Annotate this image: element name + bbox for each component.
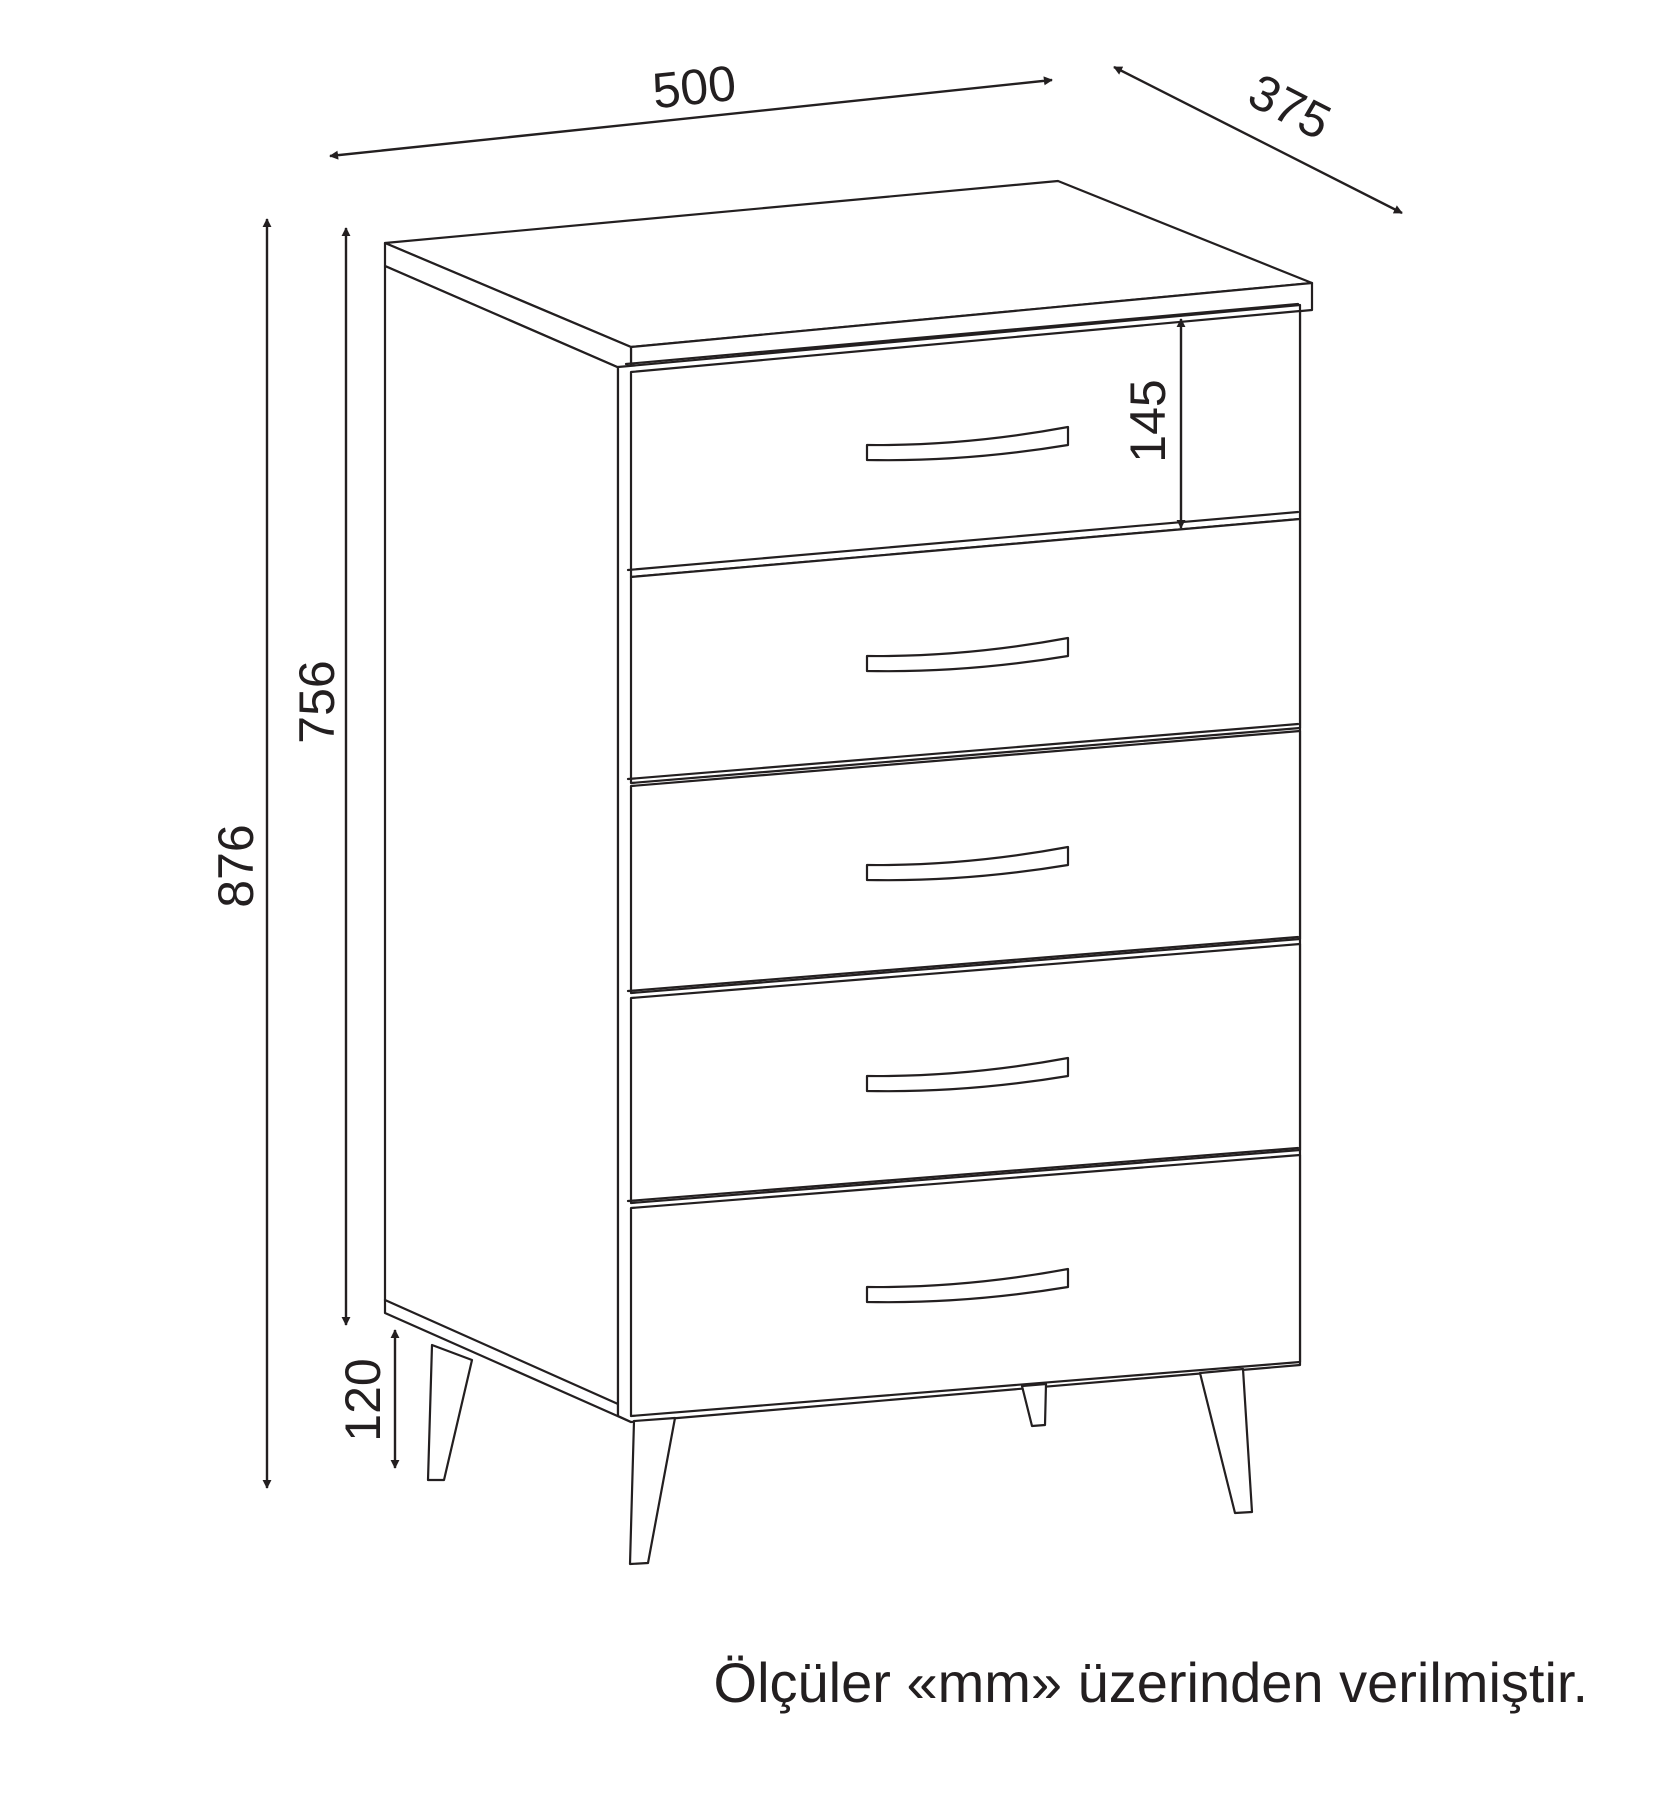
leg-height-label: 120 — [335, 1358, 391, 1442]
depth-label: 375 — [1239, 62, 1340, 151]
dimension-depth — [1114, 63, 1402, 213]
units-caption: Ölçüler «mm» üzerinden verilmiştir. — [713, 1651, 1588, 1714]
leg-back-left — [428, 1345, 472, 1480]
body-height-label: 756 — [289, 660, 345, 744]
leg-front-right — [1200, 1369, 1252, 1513]
drawer-height-label: 145 — [1120, 379, 1176, 463]
leg-back-right — [1022, 1384, 1046, 1426]
dimension-body-height — [289, 228, 346, 1325]
leg-front-left — [630, 1418, 675, 1564]
side-panel — [385, 266, 631, 1422]
dimension-width — [330, 55, 1052, 156]
dimension-total-height — [208, 219, 267, 1488]
width-label: 500 — [649, 54, 739, 120]
dimension-leg-height — [335, 1330, 395, 1468]
total-height-label: 876 — [208, 824, 264, 908]
